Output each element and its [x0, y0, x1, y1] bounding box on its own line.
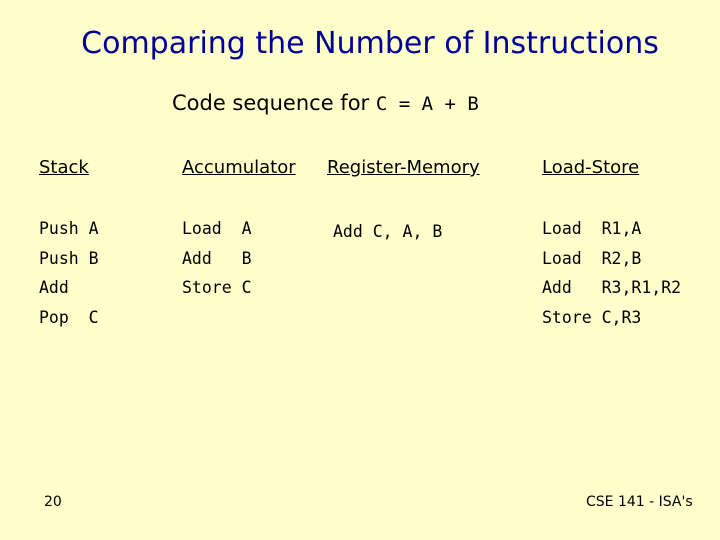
- column-header-stack: Stack: [39, 157, 89, 178]
- code-sequence-subtitle: [172, 91, 479, 115]
- load-store-code-line: Load R1,A: [542, 219, 642, 238]
- subtitle-code: C = A + B: [375, 93, 479, 115]
- register-memory-code-column: [333, 217, 442, 247]
- subtitle-text: Code sequence for: [172, 91, 376, 115]
- stack-code-line: Pop C: [39, 307, 99, 327]
- column-header-register-memory: Register-Memory: [327, 157, 480, 178]
- slide-footer: CSE 141 - ISA's: [586, 494, 693, 510]
- accumulator-code-line: Store C: [182, 278, 252, 297]
- register-memory-code-line: Add C, A, B: [333, 222, 443, 241]
- stack-code-line: Push A: [39, 219, 99, 238]
- slide-page-number: 20: [44, 494, 62, 510]
- accumulator-code-line: Add B: [182, 248, 252, 268]
- accumulator-code-line: Load A: [182, 219, 252, 238]
- stack-code-column: [39, 214, 99, 332]
- column-header-accumulator: Accumulator: [182, 157, 296, 178]
- accumulator-code-column: [182, 214, 252, 303]
- slide-title: Comparing the Number of Instructions: [81, 26, 659, 61]
- load-store-code-line: Load R2,B: [542, 248, 642, 268]
- stack-code-line: Add: [39, 278, 69, 297]
- stack-code-line: Push B: [39, 248, 99, 268]
- load-store-code-line: Store C,R3: [542, 307, 642, 327]
- column-header-load-store: Load-Store: [542, 157, 640, 178]
- load-store-code-line: Add R3,R1,R2: [542, 278, 682, 297]
- load-store-code-column: [542, 214, 681, 332]
